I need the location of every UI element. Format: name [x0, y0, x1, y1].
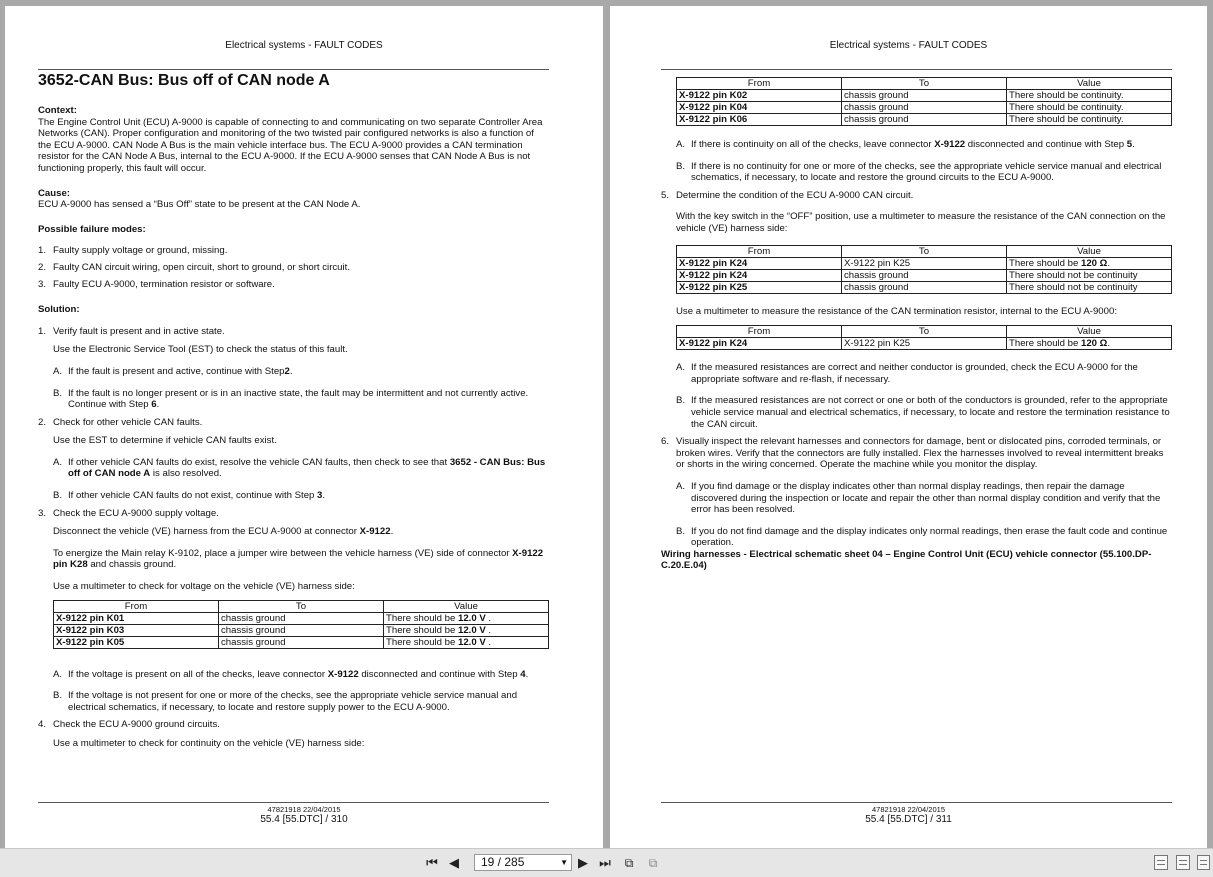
step-3-paragraph-1: Disconnect the vehicle (VE) harness from the ECU A-9000 at connector X-9122. — [53, 526, 394, 538]
step-4b: B. If there is no continuity for one or more of the checks, see the appropriate vehicle service manual and electrical schematics, if necessary, to locate and restore the ground circuits to the ECU A-9000. — [676, 160, 1162, 184]
page-number-select[interactable] — [474, 854, 572, 871]
page-content — [38, 72, 549, 760]
table-row: X-9122 pin K24 chassis ground There should not be continuity — [677, 269, 1172, 281]
table-row: X-9122 pin K05 chassis ground There should be 12.0 V . — [54, 636, 549, 648]
page-content — [661, 77, 1172, 572]
table-header: To — [842, 245, 1007, 257]
table-row: X-9122 pin K01 chassis ground There should be 12.0 V . — [54, 612, 549, 624]
cause-text: ECU A-9000 has sensed a “Bus Off” state to be present at the CAN Node A. — [38, 199, 361, 211]
table-header: Value — [1007, 78, 1172, 90]
fit-page-icon[interactable]: ⧉ — [624, 855, 634, 870]
step-1b: B. If the fault is no longer present or is in an inactive state, the fault may be intermittent and not currently active. Continue with Step 6. — [53, 387, 529, 411]
footer-page-number: 55.4 [55.DTC] / 311 — [865, 814, 952, 825]
step-6b: B. If you do not find damage and the display indicates only normal readings, then erase the fault code and continue operation. — [676, 525, 1168, 549]
voltage-table — [53, 600, 549, 649]
continuity-table — [676, 77, 1172, 126]
next-page-icon[interactable]: ▶ — [578, 855, 588, 870]
termination-resistor-table — [676, 325, 1172, 350]
table-row: X-9122 pin K24 X-9122 pin K25 There should be 120 Ω. — [677, 257, 1172, 269]
table-header: To — [842, 326, 1007, 338]
table-row: X-9122 pin K03 chassis ground There should be 12.0 V . — [54, 624, 549, 636]
step-3-paragraph-2: To energize the Main relay K-9102, place a jumper wire between the vehicle harness (VE) side of connector X-9122 pin K28 and chassis ground. — [53, 547, 544, 571]
document-page-right — [610, 6, 1207, 849]
page-title: 3652-CAN Bus: Bus off of CAN node A — [38, 72, 330, 89]
list-item: 2. Faulty CAN circuit wiring, open circuit, short to ground, or short circuit. — [38, 261, 350, 273]
failure-modes-label: Possible failure modes: — [38, 223, 146, 235]
page-header: Electrical systems - FAULT CODES — [225, 40, 383, 51]
table-header: Value — [1007, 326, 1172, 338]
step-2: 2. Check for other vehicle CAN faults. — [38, 416, 203, 428]
first-page-icon[interactable]: ⏮ — [426, 855, 438, 870]
document-page-left — [5, 6, 603, 849]
table-header: Value — [384, 600, 549, 612]
table-row: X-9122 pin K02 chassis ground There should be continuity. — [677, 90, 1172, 102]
step-5b: B. If the measured resistances are not correct or one or both of the conductors is grounded, refer to the appropriate vehicle service manual and electrical schematics, if necessary, to locate and restore the termination resistance to the CAN circuit. — [676, 395, 1170, 430]
table-header: From — [677, 245, 842, 257]
step-2a: A. If other vehicle CAN faults do exist, resolve the vehicle CAN faults, then check to see that 3652 - CAN Bus: Bus off of CAN node A is also resolved. — [53, 456, 546, 480]
can-resistance-table — [676, 245, 1172, 294]
table-header: From — [677, 326, 842, 338]
step-1a: A. If the fault is present and active, continue with Step2. — [53, 365, 293, 377]
table-header: Value — [1007, 245, 1172, 257]
table-header: To — [842, 78, 1007, 90]
solution-label: Solution: — [38, 304, 80, 316]
list-item: 1. Faulty supply voltage or ground, missing. — [38, 245, 228, 257]
step-5a: A. If the measured resistances are correct and neither conductor is grounded, check the ECU A-9000 for the appropriate software and re-flash, if necessary. — [676, 362, 1138, 385]
step-3a: A. If the voltage is present on all of the checks, leave connector X-9122 disconnected and continue with Step 4. — [53, 668, 529, 680]
footer-document-code: 47821918 22/04/2015 — [872, 805, 945, 814]
step-5-paragraph-1: With the key switch in the “OFF” position, use a multimeter to measure the resistance of the CAN connection on the vehicle (VE) harness side: — [676, 211, 1166, 234]
dropdown-icon: ▼ — [560, 858, 568, 867]
table-header: To — [219, 600, 384, 612]
continuous-page-icon[interactable] — [1176, 855, 1190, 870]
step-3b: B. If the voltage is not present for one or more of the checks, see the appropriate vehicle service manual and electrical schematics, if necessary, to locate and restore supply power to the ECU A-9000. — [53, 690, 518, 713]
step-1-paragraph: Use the Electronic Service Tool (EST) to check the status of this fault. — [53, 344, 348, 356]
page-header: Electrical systems - FAULT CODES — [829, 40, 988, 51]
footer-page-number: 55.4 [55.DTC] / 310 — [260, 814, 348, 825]
footer-rule — [661, 802, 1172, 803]
step-3-paragraph-3: Use a multimeter to check for voltage on the vehicle (VE) harness side: — [53, 581, 355, 593]
header-rule — [661, 69, 1172, 70]
step-5-paragraph-2: Use a multimeter to measure the resistance of the CAN termination resistor, internal to the ECU A-9000: — [676, 305, 1117, 317]
step-5: 5. Determine the condition of the ECU A-9000 CAN circuit. — [661, 189, 914, 201]
prev-page-icon[interactable]: ◀ — [449, 855, 459, 870]
context-label: Context: — [38, 105, 77, 116]
cause-label: Cause: — [38, 187, 70, 199]
step-3: 3. Check the ECU A-9000 supply voltage. — [38, 507, 219, 519]
single-page-icon[interactable] — [1154, 855, 1168, 870]
table-row: X-9122 pin K25 chassis ground There should not be continuity — [677, 281, 1172, 293]
table-row: X-9122 pin K04 chassis ground There should be continuity. — [677, 102, 1172, 114]
page-indicator: 19 / 285 — [481, 855, 525, 869]
step-4: 4. Check the ECU A-9000 ground circuits. — [38, 719, 220, 731]
viewer-toolbar — [0, 848, 1213, 877]
last-page-icon[interactable]: ⏭ — [599, 855, 611, 870]
header-rule — [38, 69, 549, 70]
step-2-paragraph: Use the EST to determine if vehicle CAN faults exist. — [53, 435, 277, 447]
step-1: 1. Verify fault is present and in active state. — [38, 325, 225, 337]
table-row: X-9122 pin K24 X-9122 pin K25 There should be 120 Ω. — [677, 338, 1172, 350]
wiring-reference-link[interactable]: Wiring harnesses - Electrical schematic sheet 04 – Engine Control Unit (ECU) vehicle connector (55.100.DP-C.20.E.04) — [661, 548, 1152, 572]
footer-document-code: 47821918 22/04/2015 — [267, 805, 341, 814]
table-header: From — [677, 78, 842, 90]
footer-rule — [38, 802, 549, 803]
list-item: 3. Faulty ECU A-9000, termination resistor or software. — [38, 278, 275, 290]
table-header: From — [54, 600, 219, 612]
fit-width-icon[interactable]: ⧉ — [648, 855, 658, 870]
table-row: X-9122 pin K06 chassis ground There should be continuity. — [677, 114, 1172, 126]
step-4a: A. If there is continuity on all of the checks, leave connector X-9122 disconnected and continue with Step 5. — [676, 139, 1135, 150]
step-2b: B. If other vehicle CAN faults do not exist, continue with Step 3. — [53, 490, 326, 502]
step-6a: A. If you find damage or the display indicates other than normal display readings, then repair the damage discovered during the inspection or locate and repair the other than normal display condition and verify that the error has been resolved. — [676, 480, 1161, 516]
context-text: The Engine Control Unit (ECU) A-9000 is capable of connecting to and communicating on two separate Controller Area Networks (CAN). Proper configuration and monitoring of the two twisted pair configured networks is also a function of the ECU A-9000. CAN Node A Bus is the main vehicle interface bus. The ECU A-9000 provides a CAN termination resistor for the CAN Node A Bus, internal to the ECU A-9000. If the ECU A-9000 senses that CAN Node A Bus is not functioning properly, this fault will occur. — [38, 116, 543, 174]
step-6: 6. Visually inspect the relevant harnesses and connectors for damage, bent or dislocated pins, corroded terminals, or broken wires. Verify that the connectors are fully installed. Flex the harnesses involved to reveal intermittent breaks or shorts in the wiring concerned. Operate the machine while you monitor the display. — [661, 436, 1164, 471]
step-4-paragraph: Use a multimeter to check for continuity on the vehicle (VE) harness side: — [53, 738, 365, 749]
two-page-icon[interactable] — [1197, 855, 1210, 870]
